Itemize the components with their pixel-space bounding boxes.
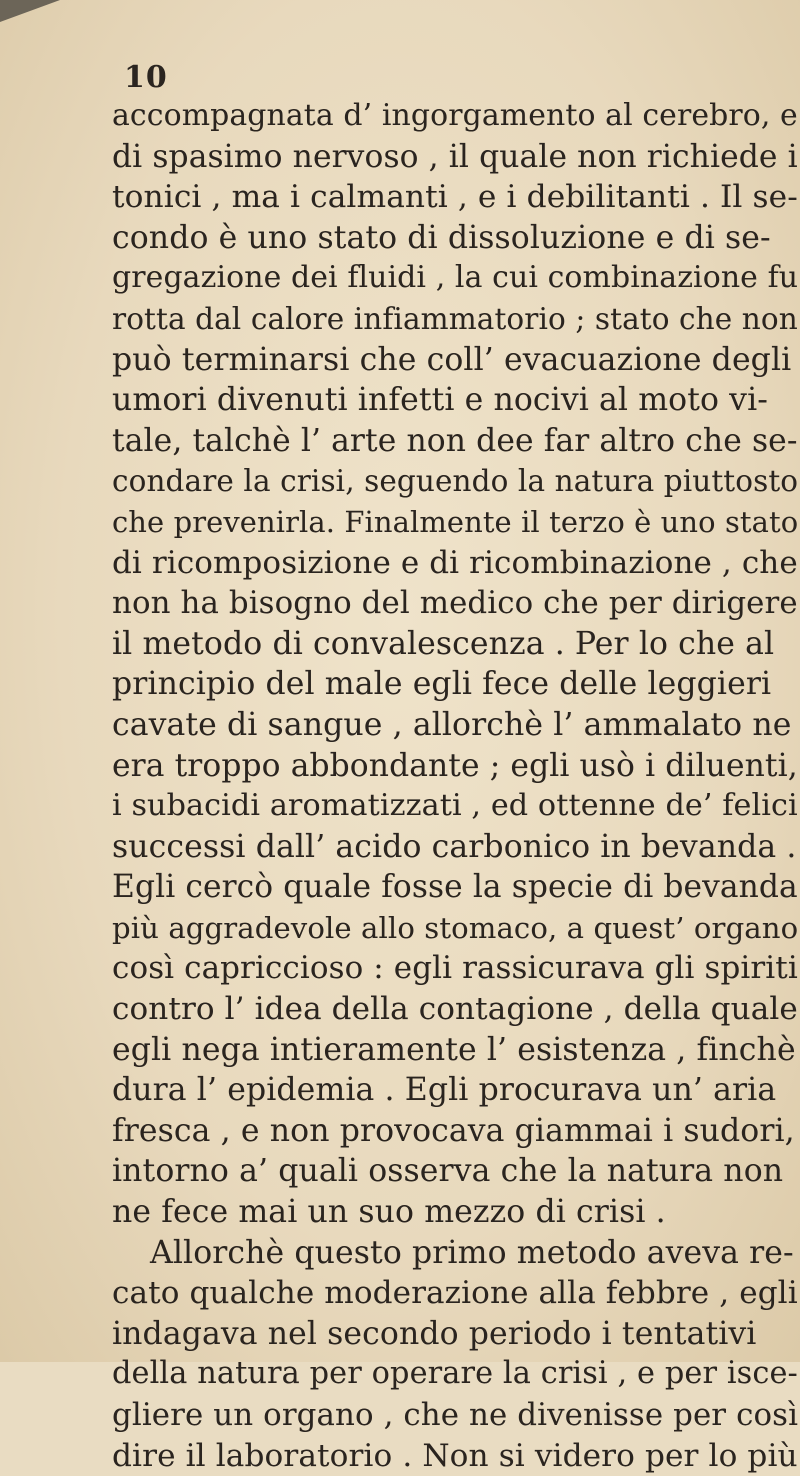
- text-line: fresca , e non provocava giammai i sudori,: [112, 1112, 795, 1149]
- text-line: egli nega intieramente l’ esistenza , finchè: [112, 1031, 796, 1068]
- text-line: accompagnata d’ ingorgamento al cerebro, e: [112, 98, 798, 133]
- text-line: umori divenuti infetti e nocivi al moto vi-: [112, 382, 768, 419]
- text-line: il metodo di convalescenza . Per lo che al: [112, 625, 775, 662]
- text-line: condare la crisi, seguendo la natura piuttosto: [112, 464, 799, 499]
- page-number: 10: [124, 60, 168, 95]
- text-line: più aggradevole allo stomaco, a quest’ organo: [112, 910, 799, 945]
- text-line: gliere un organo , che ne divenisse per così: [112, 1397, 799, 1433]
- text-line: può terminarsi che coll’ evacuazione degli: [112, 341, 792, 378]
- text-line: cavate di sangue , allorchè l’ ammalato ne: [112, 706, 792, 743]
- text-line: della natura per operare la crisi , e per isce-: [112, 1356, 798, 1392]
- text-line: successi dall’ acido carbonico in bevanda .: [112, 828, 797, 865]
- text-line: tale, talchè l’ arte non dee far altro che se-: [112, 422, 798, 459]
- text-line: cato qualche moderazione alla febbre , egli: [112, 1275, 798, 1312]
- text-line: Egli cercò quale fosse la specie di bevanda: [112, 869, 798, 906]
- text-line: era troppo abbondante ; egli usò i diluenti,: [112, 747, 798, 784]
- text-line: dura l’ epidemia . Egli procurava un’ aria: [112, 1072, 777, 1109]
- text-line: non ha bisogno del medico che per dirigere: [112, 585, 798, 622]
- text-line: di ricomposizione e di ricombinazione , che: [112, 544, 798, 581]
- text-line: contro l’ idea della contagione , della quale: [112, 991, 798, 1028]
- text-line: dire il laboratorio . Non si videro per lo più: [112, 1437, 798, 1474]
- text-line: principio del male egli fece delle leggieri: [112, 666, 772, 703]
- text-line: di spasimo nervoso , il quale non richiede i: [112, 138, 798, 175]
- text-line: i subacidi aromatizzati , ed ottenne de’ felici: [112, 788, 798, 824]
- body-text: [112, 96, 798, 1476]
- text-line: tonici , ma i calmanti , e i debilitanti . Il se-: [112, 179, 798, 216]
- text-line: condo è uno stato di dissoluzione e di se-: [112, 219, 771, 256]
- text-line: rotta dal calore infiammatorio ; stato che non: [112, 301, 798, 336]
- text-line: ne fece mai un suo mezzo di crisi .: [112, 1194, 666, 1231]
- paragraph-start-line: Allorchè questo primo metodo aveva re-: [150, 1234, 794, 1271]
- text-line: gregazione dei fluidi , la cui combinazione fu: [112, 260, 799, 296]
- page-corner-shadow: [0, 0, 60, 22]
- text-line: indagava nel secondo periodo i tentativi: [112, 1315, 757, 1352]
- text-line: che prevenirla. Finalmente il terzo è uno stato: [112, 504, 799, 539]
- text-line: così capriccioso : egli rassicurava gli spiriti: [112, 950, 798, 987]
- text-line: intorno a’ quali osserva che la natura non: [112, 1153, 784, 1190]
